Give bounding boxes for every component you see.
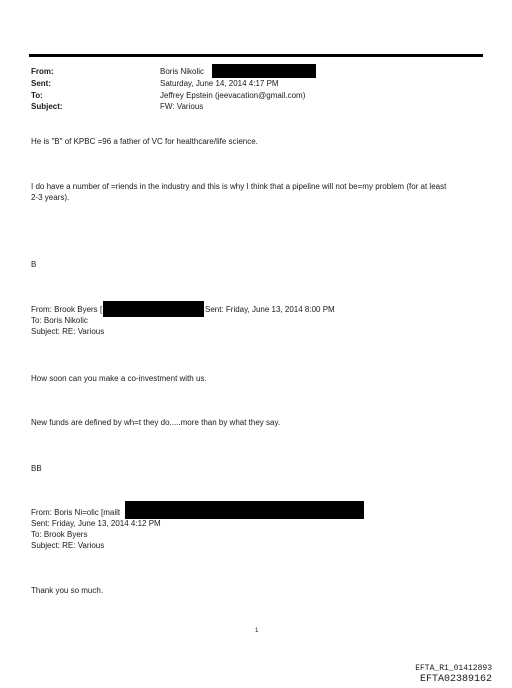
page-number: 1 (255, 628, 259, 634)
redaction-block (212, 64, 316, 78)
quoted1-from-bracket: [ (100, 305, 103, 314)
quoted1-sent: Sent: Friday, June 13, 2014 8:00 PM (205, 305, 335, 314)
subject-label: Subject: (31, 102, 63, 111)
redaction-block (125, 501, 364, 519)
body-paragraph-2-line-1: I do have a number of =riends in the industry and this is why I think that a pipeline will not be=my problem (for at least (31, 182, 447, 191)
quoted2-from: From: Boris Ni=olic [mailt (31, 508, 121, 517)
signature-bb: BB (31, 464, 42, 473)
sent-label: Sent: (31, 79, 51, 88)
quoted2-paragraph-1: Thank you so much. (31, 586, 104, 595)
from-label: From: (31, 67, 54, 76)
header-rule (29, 54, 483, 57)
quoted2-sent: Sent: Friday, June 13, 2014 4:12 PM (31, 519, 161, 528)
from-value: Boris Nikolic (160, 67, 205, 76)
to-label: To: (31, 91, 43, 100)
subject-value: FW: Various (160, 102, 204, 111)
to-value: Jeffrey Epstein (jeevacation@gmail.com) (160, 91, 306, 100)
quoted2-to: To: Brook Byers (31, 530, 88, 539)
quoted1-subject: Subject: RE: Various (31, 327, 105, 336)
quoted1-from: From: Brook Byers (31, 305, 98, 314)
redaction-block (103, 301, 204, 317)
body-paragraph-1: He is "B" of KPBC =96 a father of VC for healthcare/life science. (31, 137, 258, 146)
body-paragraph-2-line-2: 2-3 years). (31, 193, 70, 202)
sent-value: Saturday, June 14, 2014 4:17 PM (160, 79, 279, 88)
quoted1-paragraph-1: How soon can you make a co-investment with us. (31, 374, 207, 383)
quoted2-subject: Subject: RE: Various (31, 541, 105, 550)
signature-b: B (31, 260, 37, 269)
quoted1-to: To: Boris Nikolic (31, 316, 88, 325)
quoted1-paragraph-2: New funds are defined by wh=t they do.....more than by what they say. (31, 418, 281, 427)
footer-id-1: EFTA_R1_01412893 (415, 664, 492, 673)
footer-id-2: EFTA02389162 (419, 674, 492, 685)
